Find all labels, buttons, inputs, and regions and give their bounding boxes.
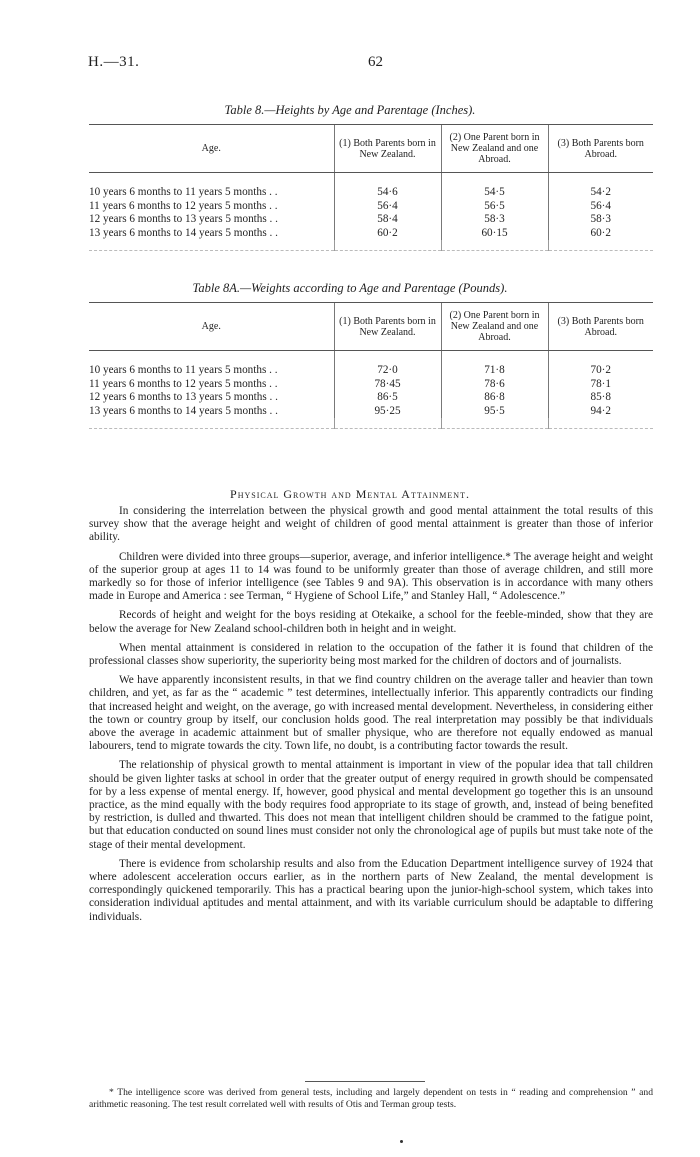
- value-cell: 78·6: [441, 378, 548, 392]
- value-cell: 54·2: [548, 186, 653, 200]
- paragraph: Records of height and weight for the boys residing at Otekaike, a school for the feeble-minded, show that they are below the average for New Zealand school-children both in height and in weight.: [89, 609, 653, 635]
- table-row: [89, 213, 653, 227]
- value-cell: 95·5: [441, 405, 548, 419]
- value-cell: 94·2: [548, 405, 653, 419]
- value-cell: 95·25: [334, 405, 441, 419]
- heights-table: [89, 124, 653, 251]
- body-text: [89, 505, 653, 930]
- column-header-both-nz: (1) Both Parents born in New Zealand.: [334, 303, 441, 351]
- value-cell: 56·4: [334, 200, 441, 214]
- value-cell: 58·3: [441, 213, 548, 227]
- value-cell: 86·5: [334, 391, 441, 405]
- column-header-both-nz: (1) Both Parents born in New Zealand.: [334, 125, 441, 173]
- paragraph: There is evidence from scholarship results and also from the Education Department intelligence survey of 1924 that where adolescent acceleration occurs earlier, as in the northern parts of New Zealand, the mental development is correspondingly quickened temporarily. This has a practical bearing upon the junior-high-school system, which takes into consideration individual aptitudes and mental attainment, and with its variable curriculum should be adaptable to differing individuals.: [89, 857, 653, 923]
- table-row: [89, 186, 653, 200]
- paragraph: Children were divided into three groups—superior, average, and inferior intelligence.* The average height and weight of the superior group at ages 11 to 14 was found to be uniformly greater than those of average children, and still more markedly so for those of inferior intelligence (see Tables 9 and 9A). This observation is in accordance with many others made in Europe and America : see Terman, “ Hygiene of School Life,” and Stanley Hall, “ Adolescence.”: [89, 550, 653, 603]
- column-header-age: Age.: [89, 125, 334, 173]
- table-row: [89, 200, 653, 214]
- value-cell: 78·1: [548, 378, 653, 392]
- page-mark: [400, 1140, 403, 1143]
- age-cell: 11 years 6 months to 12 years 5 months . .: [89, 377, 278, 390]
- column-header-one-abroad: (2) One Parent born in New Zealand and one Abroad.: [441, 303, 548, 351]
- age-cell: 10 years 6 months to 11 years 5 months . .: [89, 364, 278, 376]
- value-cell: 60·2: [548, 227, 653, 241]
- age-cell: 10 years 6 months to 11 years 5 months . .: [89, 186, 278, 198]
- table-row: [89, 378, 653, 392]
- value-cell: 72·0: [334, 364, 441, 378]
- section-heading: Physical Growth and Mental Attainment.: [230, 487, 470, 501]
- value-cell: 71·8: [441, 364, 548, 378]
- table-row: [89, 227, 653, 241]
- age-cell: 11 years 6 months to 12 years 5 months . .: [89, 199, 278, 212]
- footnote-divider: [305, 1081, 425, 1082]
- value-cell: 85·8: [548, 391, 653, 405]
- value-cell: 56·5: [441, 200, 548, 214]
- weights-table: [89, 302, 653, 429]
- footnote: * The intelligence score was derived from general tests, including and largely dependent on tests in “ reading and comprehension ” and arithmetic reasoning. The test result correlated well with results of Otis and Terman group tests.: [89, 1087, 653, 1110]
- value-cell: 60·15: [441, 227, 548, 241]
- paragraph: We have apparently inconsistent results, in that we find country children on the average taller and heavier than town children, and yet, as far as the “ academic ” test determines, intellectually inferior. This apparently contradicts our finding that increased height and weight, on the average, go with increased mental development. Nevertheless, in considering either the town or country group by itself, our conclusion holds good. The real interpretation may possibly be that individuals above the average in academic attainment but of smaller physique, who are therefore not equally endowed as manual labourers, tend to migrate towards the city. Town life, no doubt, is a contributing factor towards the result.: [89, 674, 653, 753]
- value-cell: 58·4: [334, 213, 441, 227]
- value-cell: 54·6: [334, 186, 441, 200]
- value-cell: 58·3: [548, 213, 653, 227]
- document-id: H.—31.: [88, 54, 140, 70]
- table-8a-caption: Table 8A.—Weights according to Age and Parentage (Pounds).: [192, 281, 508, 295]
- age-cell: 12 years 6 months to 13 years 5 months . .: [89, 391, 278, 403]
- column-header-both-abroad: (3) Both Parents born Abroad.: [548, 303, 653, 351]
- table-row: [89, 364, 653, 378]
- age-cell: 12 years 6 months to 13 years 5 months . .: [89, 213, 278, 225]
- table-8-caption: Table 8.—Heights by Age and Parentage (Inches).: [224, 103, 476, 117]
- value-cell: 60·2: [334, 227, 441, 241]
- paragraph: The relationship of physical growth to mental attainment is important in view of the popular idea that tall children should be given lighter tasks at school in order that the greater output of energy required in growth should be compensated for by a less expense of mental energy. If, however, good physical and mental development go together this is an unsound practice, as the mind equally with the body requires food appropriate to its stage of growth, and, instead of being benefited by restriction, is dulled and thwarted. This does not mean that intelligent children should be crammed to the fatigue point, but that education conducted on sound lines must consider not only the chronological age of pupils but must take note of the stage of their mental development.: [89, 759, 653, 851]
- paragraph: When mental attainment is considered in relation to the occupation of the father it is found that children of the professional classes show superiority, the superiority being most marked for the children of doctors and of journalists.: [89, 641, 653, 668]
- age-cell: 13 years 6 months to 14 years 5 months . .: [89, 226, 278, 239]
- value-cell: 70·2: [548, 364, 653, 378]
- age-cell: 13 years 6 months to 14 years 5 months . .: [89, 404, 278, 417]
- column-header-age: Age.: [89, 303, 334, 351]
- column-header-both-abroad: (3) Both Parents born Abroad.: [548, 125, 653, 173]
- paragraph: In considering the interrelation between the physical growth and good mental attainment the total results of this survey show that the average height and weight of children of good mental attainment is greater than those of inferior ability.: [89, 505, 653, 544]
- value-cell: 78·45: [334, 378, 441, 392]
- value-cell: 86·8: [441, 391, 548, 405]
- value-cell: 54·5: [441, 186, 548, 200]
- table-row: [89, 391, 653, 405]
- column-header-one-abroad: (2) One Parent born in New Zealand and one Abroad.: [441, 125, 548, 173]
- value-cell: 56·4: [548, 200, 653, 214]
- table-row: [89, 405, 653, 419]
- page-number: 62: [368, 54, 383, 70]
